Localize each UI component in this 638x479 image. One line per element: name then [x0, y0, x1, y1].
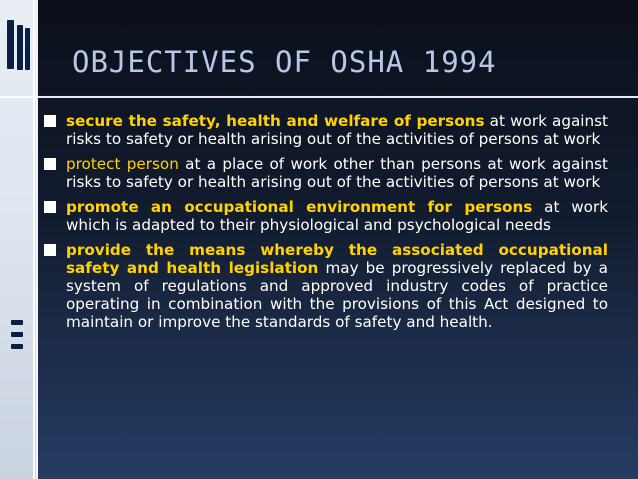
- objective-highlight: promote an occupational environment for persons: [66, 198, 533, 216]
- slide-title: OBJECTIVES OF OSHA 1994: [72, 45, 497, 79]
- title-underline: [0, 96, 638, 98]
- decorative-mark: [7, 20, 14, 69]
- bottom-decorative-marks: [11, 320, 25, 350]
- objective-text: at a place of work other than persons at work against risks to safety or health arising out of the activities of persons at work: [66, 155, 608, 191]
- decorative-mark: [17, 25, 23, 70]
- objective-text: may be progressively replaced by a system of regulations and approved industry codes of practice operating in combination with the provisions of this Act designed to maintain or improve the standards of safety and health.: [66, 259, 608, 331]
- objective-item: [42, 241, 608, 331]
- left-decorative-bar: [0, 0, 36, 479]
- decorative-mark: [11, 332, 23, 337]
- objective-item: [42, 112, 608, 148]
- decorative-mark: [11, 320, 23, 325]
- bullet-icon: [42, 156, 58, 172]
- bullet-icon: [42, 113, 58, 129]
- objectives-list: [42, 112, 608, 338]
- objective-item: [42, 155, 608, 191]
- bullet-icon: [42, 199, 58, 215]
- decorative-mark: [11, 344, 23, 349]
- bullet-icon: [42, 242, 58, 258]
- objective-highlight: provide the means whereby the associated occupational safety and health legislation: [66, 241, 608, 277]
- objective-highlight: secure the safety, health and welfare of persons: [66, 112, 485, 130]
- objective-highlight: protect person: [66, 155, 179, 173]
- objective-text: at work which is adapted to their physiological and psychological needs: [66, 198, 608, 234]
- objective-text: at work against risks to safety or health arising out of the activities of persons at work: [66, 112, 609, 148]
- vertical-divider: [36, 0, 38, 479]
- decorative-mark: [25, 28, 30, 70]
- left-bar-highlight: [33, 0, 35, 479]
- objective-item: [42, 198, 608, 234]
- top-decorative-marks: [7, 20, 31, 70]
